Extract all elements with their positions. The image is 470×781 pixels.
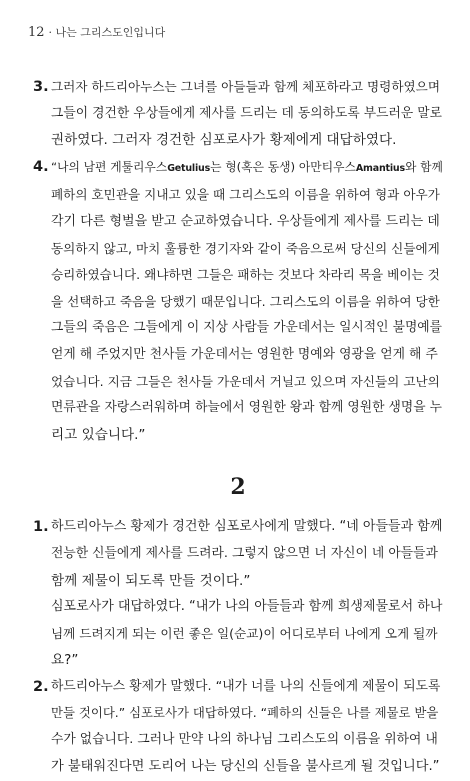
page-number: 12 xyxy=(28,25,45,40)
running-header xyxy=(28,24,165,40)
text-line: 승리하였습니다. 왜냐하면 그들은 패하는 것보다 차라리 목을 베이는 것 xyxy=(51,267,440,283)
text-line: 심포로사가 대답하였다. “내가 나의 아들들과 함께 희생제물로서 하나 xyxy=(51,599,443,615)
text-line: 면류관을 자랑스러워하며 하늘에서 영원한 왕과 함께 영원한 생명을 누 xyxy=(51,400,443,416)
text-line: 하드리아누스 황제가 말했다. “내가 너를 나의 신들에게 제물이 되도록 xyxy=(51,678,441,694)
text-line: 동의하지 않고, 마치 훌륭한 경기자와 같이 죽음으로써 당신의 신들에게 xyxy=(51,240,440,256)
paragraph-number: 3. xyxy=(33,79,49,95)
paragraph-2-1 xyxy=(33,514,443,674)
text-run: “나의 남편 게툴리우스 xyxy=(51,159,168,174)
text-line: 었습니다. 지금 그들은 천사들 가운데서 거닐고 있으며 자신들의 고난의 xyxy=(51,373,440,389)
text-line: 하드리아누스 황제가 경건한 심포로사에게 말했다. “네 아들들과 함께 xyxy=(51,519,443,535)
paragraph-3 xyxy=(33,74,443,154)
text-line: 리고 있습니다.” xyxy=(51,426,146,443)
text-line: 그들이 경건한 우상들에게 제사를 드리는 데 동의하도록 부드러운 말로 xyxy=(51,105,443,121)
text-line: 수가 없습니다. 그러나 만약 나의 하나님 그리스도의 이름을 위하여 내 xyxy=(51,732,438,748)
paragraph-number: 1. xyxy=(33,519,49,536)
name-annotation-getulius: Getulius xyxy=(167,162,211,174)
text-line: 만들 것이다.” 심포로사가 대답하였다. “폐하의 신들은 나를 제물로 받을 xyxy=(51,705,439,721)
running-title: · 나는 그리스도인입니다 xyxy=(48,26,166,39)
text-line: 함께 제물이 되도록 만들 것이다.” xyxy=(51,572,251,589)
text-run: 와 함께 xyxy=(404,159,443,174)
text-line: 폐하의 호민관을 지내고 있을 때 그리스도의 이름을 위하여 형과 아우가 xyxy=(51,187,440,203)
paragraph-4 xyxy=(33,154,443,449)
text-line: 가 불태워진다면 도리어 나는 당신의 신들을 불사르게 될 것입니다.” xyxy=(51,758,440,774)
text-line: 권하였다. 그러자 경건한 심포로사가 황제에게 대답하였다. xyxy=(51,132,397,149)
text-line: 전능한 신들에게 제사를 드려라. 그렇지 않으면 너 자신이 네 아들들과 xyxy=(51,545,438,561)
paragraph-number: 2. xyxy=(33,678,49,695)
name-annotation-amantius: Amantius xyxy=(355,162,405,174)
text-run: 는 형(혹은 동생) 아만티우스 xyxy=(210,159,356,174)
text-line: 님께 드려지게 되는 이런 좋은 일(순교)이 어디로부터 나에게 오게 될까 xyxy=(51,625,438,641)
text-line: 얻게 해 주었지만 천사들 가운데서는 영원한 명예와 영광을 얻게 해 주 xyxy=(51,346,438,362)
text-line: 을 선택하고 죽음을 당했기 때문입니다. 그리스도의 이름을 위하여 당한 xyxy=(51,293,440,309)
page-body xyxy=(33,74,443,780)
text-line: 각기 다른 형벌을 받고 순교하였습니다. 우상들에게 제사를 드리는 데 xyxy=(51,213,440,229)
text-line: 그들의 죽음은 그들에게 이 지상 사람들 가운데서는 일시적인 불명예를 xyxy=(51,320,443,336)
text-line: 그러자 하드리아누스는 그녀를 아들들과 함께 체포하라고 명령하였으며 xyxy=(51,79,440,94)
text-line: 요?” xyxy=(51,652,79,669)
section-heading: 2 xyxy=(230,474,246,501)
text-line xyxy=(51,154,443,183)
paragraph-2-2 xyxy=(33,674,443,780)
paragraph-number: 4. xyxy=(33,158,49,175)
